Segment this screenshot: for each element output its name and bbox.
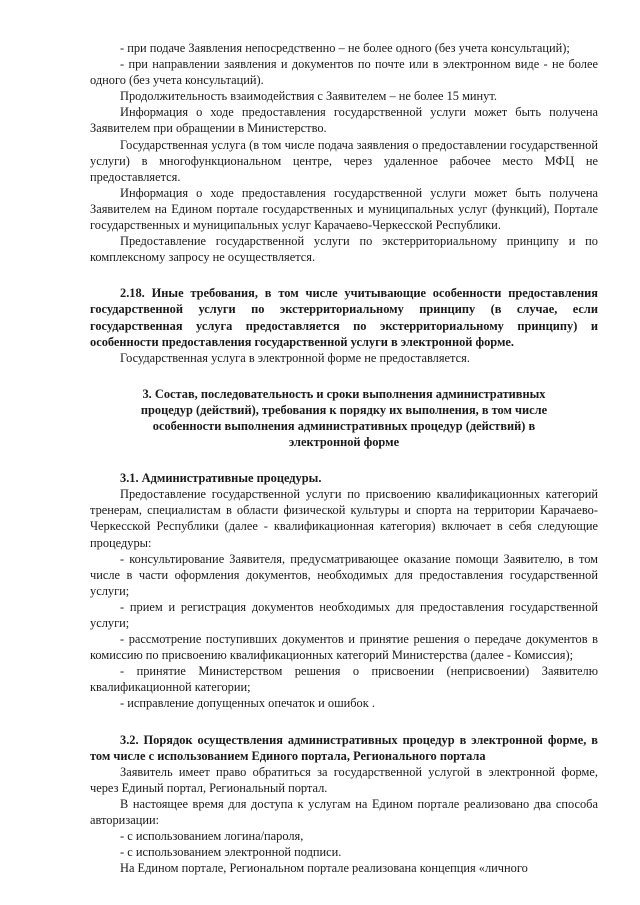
section-heading-2-18: 2.18. Иные требования, в том числе учитывающие особенности предоставления государственной услуги по экстерриториальному принципу (в случае, если государственная услуга предоставляется по экстерриториальному принципу) и особенности предоставления государственной услуги в электронной форме.	[90, 286, 598, 349]
list-item: - с использованием электронной подписи.	[120, 845, 342, 860]
paragraph: Государственная услуга (в том числе подача заявления о предоставлении государственной услуги) в многофункциональном центре, через удаленное рабочее место МФЦ не предоставляется.	[90, 137, 598, 184]
list-item: - рассмотрение поступивших документов и принятие решения о передаче документов в комиссию по присвоению квалификационных категорий Министерства (далее - Комиссия);	[90, 632, 598, 663]
paragraph: Предоставление государственной услуги по экстерриториальному принципу и по комплексному запросу не осуществляется.	[90, 234, 598, 265]
paragraph: - при подаче Заявления непосредственно – не более одного (без учета консультаций);	[120, 41, 570, 55]
paragraph: Продолжительность взаимодействия с Заявителем – не более 15 минут.	[120, 89, 497, 104]
document-page	[90, 40, 598, 876]
section-heading-3: 3. Состав, последовательность и сроки выполнения административных процедур (действий), требования к порядку их выполнения, в том числе особенности выполнения административных процедур (действий) в электронной форме	[140, 386, 548, 450]
paragraph: Информация о ходе предоставления государственной услуги может быть получена Заявителем на Едином портале государственных и муниципальных услуг (функций), Портале государственных и муниципальных услуг Карачаево-Черкесской Республики.	[90, 185, 598, 233]
paragraph: В настоящее время для доступа к услугам на Едином портале реализовано два способа авторизации:	[90, 796, 598, 828]
list-item: - прием и регистрация документов необходимых для предоставления государственной услуги;	[90, 599, 598, 630]
paragraph: На Едином портале, Региональном портале реализована концепция «личного	[120, 861, 528, 876]
list-item: - консультирование Заявителя, предусматривающее оказание помощи Заявителю, в том числе в части оформления документов, необходимых для предоставления государственной услуги;	[90, 551, 598, 598]
paragraph: Заявитель имеет право обратиться за государственной услугой в электронной форме, через Единый портал, Региональный портал.	[90, 764, 598, 795]
section-heading-3-1: 3.1. Административные процедуры.	[120, 471, 322, 486]
paragraph: Информация о ходе предоставления государственной услуги может быть получена Заявителем при обращении в Министерство.	[90, 105, 598, 136]
section-heading-3-2: 3.2. Порядок осуществления административных процедур в электронной форме, в том числе с использованием Единого портала, Регионального портала	[90, 732, 598, 763]
paragraph: Государственная услуга в электронной форме не предоставляется.	[120, 350, 470, 365]
paragraph: Предоставление государственной услуги по присвоению квалификационных категорий тренерам, специалистам в области физической культуры и спорта на территории Карачаево-Черкесской Республики (далее - квалификационная категория) включает в себя следующие процедуры:	[90, 487, 598, 550]
list-item: - принятие Министерством решения о присвоении (неприсвоении) Заявителю квалификационной категории;	[90, 664, 598, 695]
list-item: - исправление допущенных опечаток и ошибок .	[120, 696, 375, 711]
list-item: - с использованием логина/пароля,	[120, 829, 304, 844]
paragraph: - при направлении заявления и документов по почте или в электронном виде - не более одного (без учета консультаций).	[90, 57, 598, 88]
